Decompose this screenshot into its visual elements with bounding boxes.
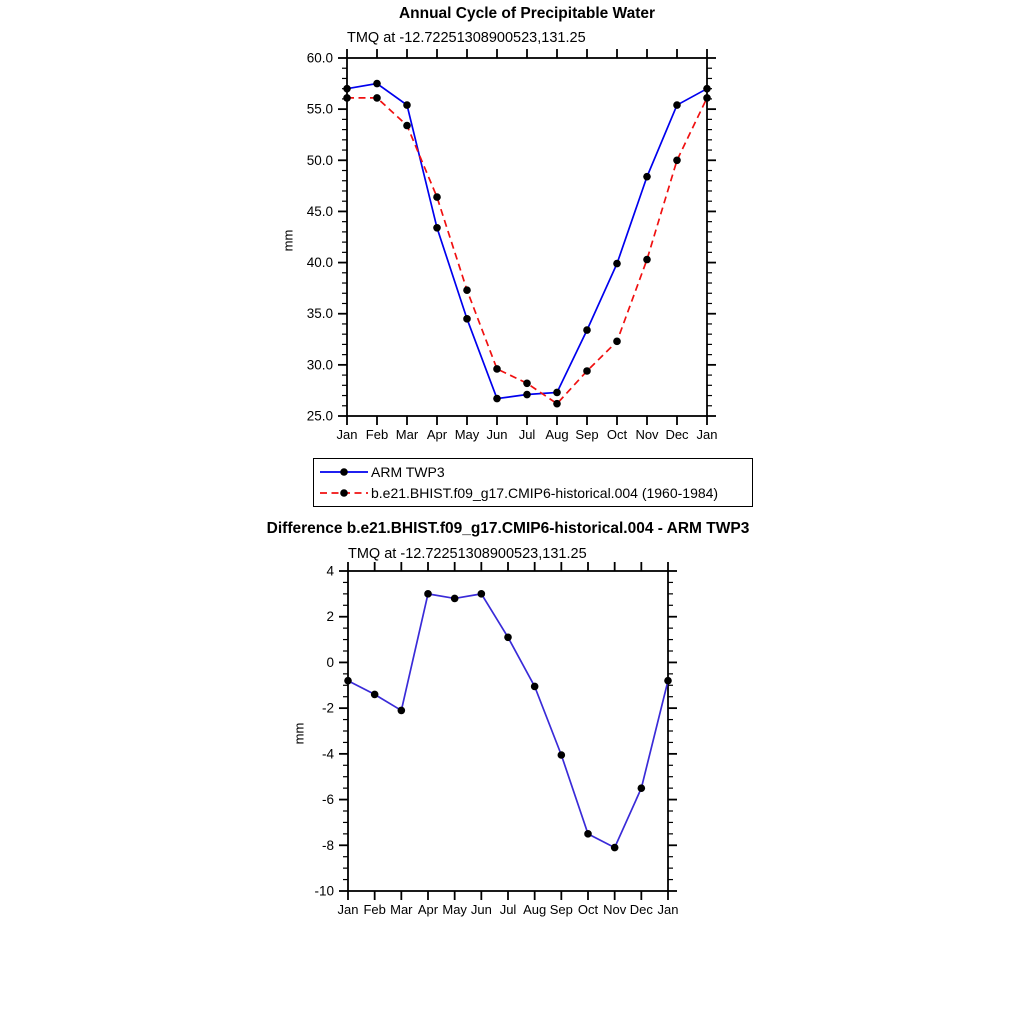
x-tick-label: Jan — [337, 902, 359, 917]
y-tick-label: 25.0 — [306, 408, 333, 424]
chart1-y-axis-label: mm — [280, 229, 296, 252]
y-tick-label: 35.0 — [306, 306, 333, 322]
x-tick-label: Jun — [486, 427, 508, 442]
y-tick-label: -2 — [321, 700, 334, 716]
x-tick-label: Aug — [545, 427, 569, 442]
x-tick-label: Nov — [635, 427, 659, 442]
x-tick-label: May — [442, 902, 467, 917]
x-tick-label: Oct — [577, 902, 599, 917]
x-tick-label: Sep — [549, 902, 573, 917]
x-tick-label: Aug — [523, 902, 547, 917]
series-difference-marker — [451, 595, 459, 603]
y-tick-label: 45.0 — [306, 203, 333, 219]
x-tick-label: Dec — [665, 427, 689, 442]
x-tick-label: Nov — [603, 902, 627, 917]
y-tick-label: -6 — [321, 792, 334, 808]
x-tick-label: Jul — [518, 427, 536, 442]
x-tick-label: Feb — [363, 902, 386, 917]
y-tick-label: 40.0 — [306, 255, 333, 271]
x-tick-label: May — [454, 427, 480, 442]
chart2-y-axis-label: mm — [291, 722, 307, 745]
x-tick-label: Jan — [696, 427, 718, 442]
x-tick-label: Jun — [470, 902, 492, 917]
series-difference-marker — [478, 590, 486, 598]
x-tick-label: Apr — [417, 902, 439, 917]
y-tick-label: 2 — [326, 609, 334, 625]
chart2-title: Difference b.e21.BHIST.f09_g17.CMIP6-historical.004 - ARM TWP3 — [266, 520, 750, 537]
x-tick-label: Jan — [336, 427, 358, 442]
x-tick-label: Oct — [606, 427, 628, 442]
y-tick-label: 50.0 — [306, 152, 333, 168]
series-difference-marker — [504, 633, 512, 641]
series-difference-marker — [371, 691, 379, 699]
legend-label-cmip6-historical: b.e21.BHIST.f09_g17.CMIP6-historical.004 (1960-1984) — [371, 485, 719, 501]
y-tick-label: -10 — [314, 883, 334, 899]
series-difference-marker — [558, 751, 566, 759]
chart1-title: Annual Cycle of Precipitable Water — [398, 5, 656, 22]
x-tick-label: Mar — [395, 427, 419, 442]
legend-label-arm-twp3: ARM TWP3 — [371, 464, 445, 480]
y-tick-label: 55.0 — [306, 101, 333, 117]
series-difference-marker — [424, 590, 432, 598]
plot-border — [348, 571, 668, 891]
y-tick-label: 30.0 — [306, 357, 333, 373]
series-difference-marker — [638, 784, 646, 792]
x-tick-label: Mar — [390, 902, 413, 917]
y-tick-label: 4 — [326, 563, 334, 579]
series-difference-line — [348, 594, 668, 848]
series-difference-marker — [584, 830, 592, 838]
series-difference-marker — [398, 707, 406, 715]
x-tick-label: Dec — [629, 902, 653, 917]
series-difference-marker — [531, 683, 539, 691]
x-tick-label: Jul — [499, 902, 517, 917]
y-tick-label: 60.0 — [306, 50, 333, 66]
y-tick-label: -8 — [321, 837, 334, 853]
chart2-subtitle: TMQ at -12.72251308900523,131.25 — [348, 546, 587, 562]
y-tick-label: -4 — [321, 746, 334, 762]
chart1-subtitle: TMQ at -12.72251308900523,131.25 — [347, 30, 586, 46]
series-difference-marker — [664, 677, 672, 685]
x-tick-label: Jan — [657, 902, 679, 917]
series-difference-marker — [611, 844, 619, 852]
x-tick-label: Feb — [365, 427, 389, 442]
y-tick-label: 0 — [326, 654, 334, 670]
x-tick-label: Sep — [575, 427, 599, 442]
x-tick-label: Apr — [426, 427, 448, 442]
series-difference-marker — [344, 677, 352, 685]
